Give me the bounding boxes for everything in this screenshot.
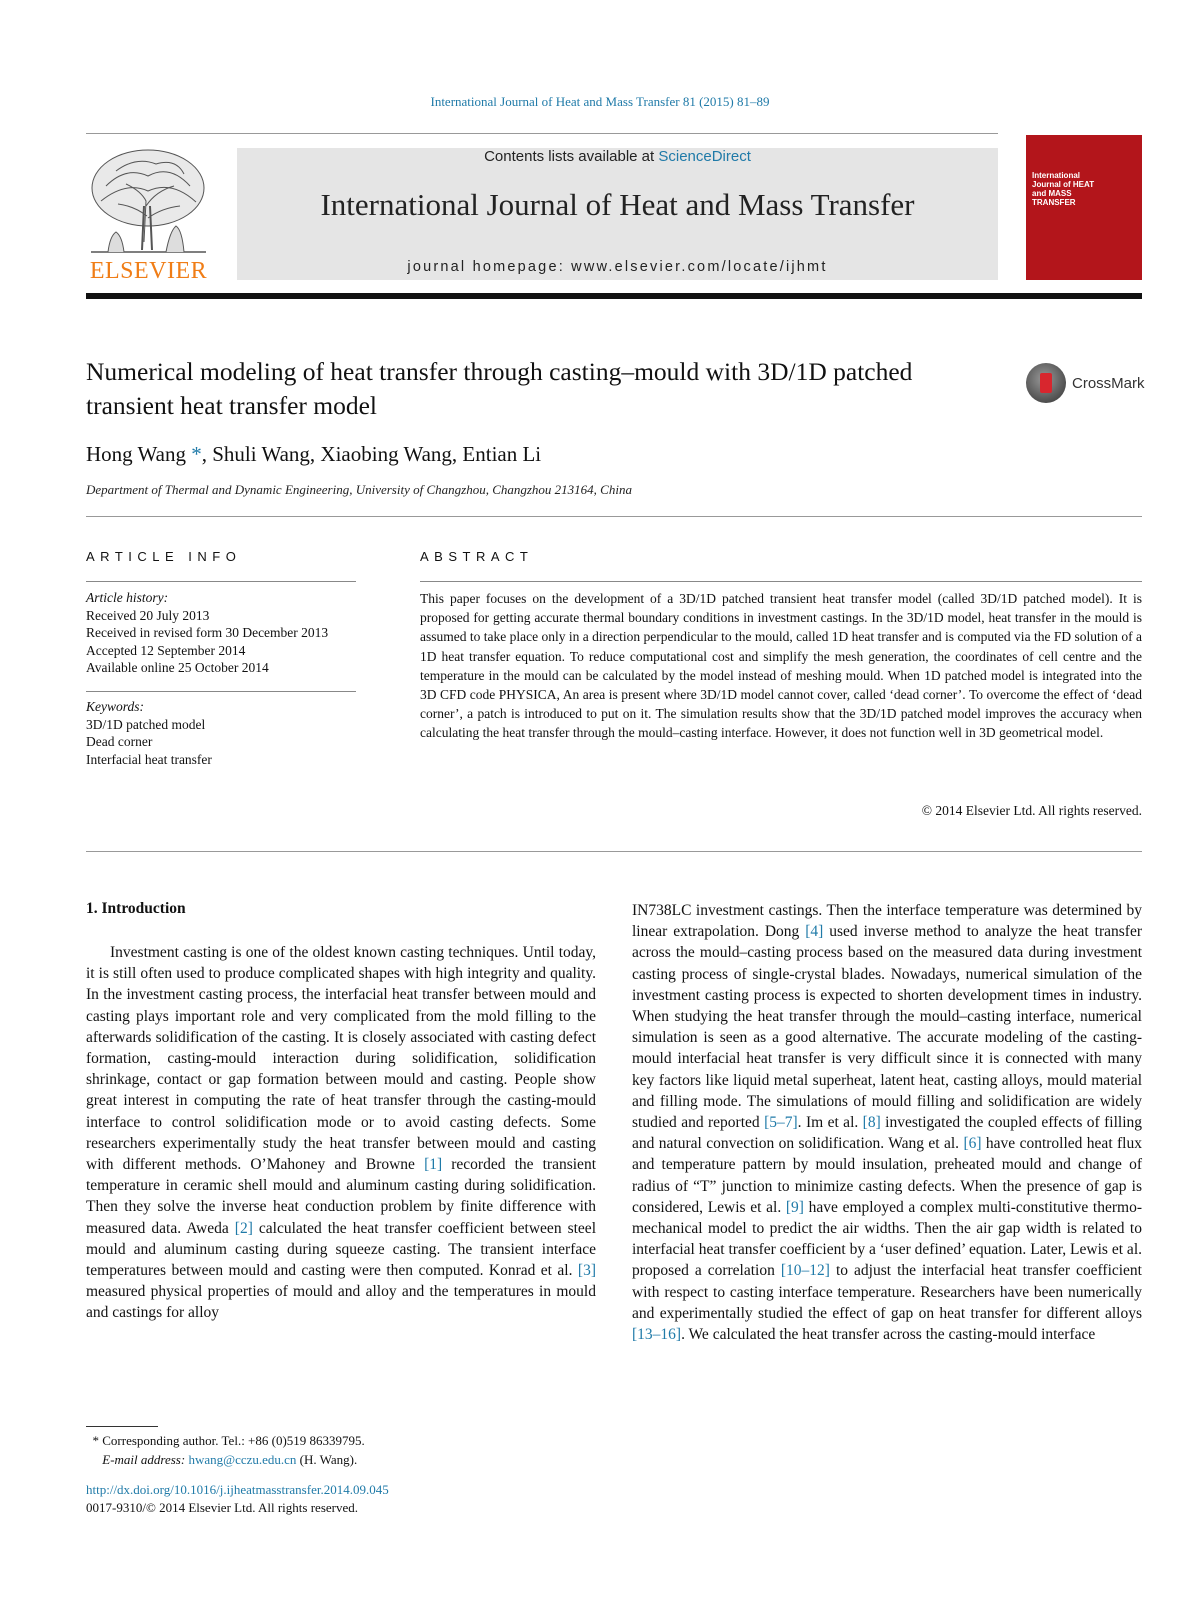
keywords-label: Keywords: (86, 699, 144, 714)
crossmark-icon (1026, 363, 1066, 403)
divider (86, 516, 1142, 517)
citation-link[interactable]: [4] (805, 923, 824, 941)
crossmark-badge[interactable] (1026, 363, 1146, 407)
article-history (86, 589, 328, 677)
footnote (86, 1431, 606, 1469)
keyword-item: Interfacial heat transfer (86, 751, 212, 767)
article-info-heading: ARTICLE INFO (86, 549, 242, 564)
cover-title: International Journal of HEAT and MASS TRANSFER (1032, 171, 1095, 207)
corresponding-author-marker[interactable]: * (191, 442, 202, 466)
journal-title: International Journal of Heat and Mass Transfer (320, 187, 915, 222)
body-text: investigated the coupled effects of filling and natural convection on solidification. Wang et al. (632, 1114, 1142, 1153)
section-heading: 1. Introduction (86, 900, 186, 917)
journal-cover[interactable] (1026, 135, 1142, 280)
citation-link[interactable]: [3] (577, 1262, 596, 1280)
divider (86, 691, 356, 692)
corresponding-author-note: * Corresponding author. Tel.: +86 (0)519 86339795. (92, 1433, 365, 1448)
keyword-item: 3D/1D patched model (86, 716, 206, 732)
contents-line: Contents lists available at ScienceDirect (484, 148, 751, 165)
body-text: have employed a complex multi-constitutive thermo-mechanical model to predict the air widths. Then the air gap width is related to interfacial heat transfer coefficient by a ‘user defined’ equation. Later, Lewis et al. proposed a correlation (632, 1198, 1142, 1280)
article-title: Numerical modeling of heat transfer through casting–mould with 3D/1D patched transient heat transfer model (86, 357, 913, 420)
elsevier-logo (86, 146, 211, 286)
citation-link[interactable]: [2] (234, 1219, 253, 1237)
abstract-copyright: © 2014 Elsevier Ltd. All rights reserved. (921, 803, 1142, 818)
citation-link[interactable]: [10–12] (780, 1262, 830, 1280)
history-item: Received in revised form 30 December 2013 (86, 625, 329, 640)
history-item: Received 20 July 2013 (86, 607, 210, 623)
history-label: Article history: (86, 590, 169, 605)
citation-link[interactable]: [13–16] (632, 1326, 682, 1344)
intro-column-left (86, 942, 596, 1324)
citation-link[interactable]: [8] (862, 1114, 881, 1132)
keywords (86, 698, 212, 768)
footnote-rule (86, 1426, 158, 1427)
body-text: . We calculated the heat transfer across the casting-mould interface (681, 1326, 1096, 1344)
affiliation: Department of Thermal and Dynamic Engineering, University of Changzhou, Changzhou 213164, China (86, 482, 632, 497)
intro-column-right (632, 900, 1142, 1345)
email-note: E-mail address: hwang@cczu.edu.cn (H. Wang). (102, 1452, 358, 1467)
sciencedirect-link[interactable]: ScienceDirect (658, 148, 751, 165)
body-text: . Im et al. (797, 1114, 863, 1132)
header-rule (86, 293, 1142, 299)
history-item: Available online 25 October 2014 (86, 660, 269, 675)
publisher-wordmark: ELSEVIER (89, 258, 208, 284)
divider (420, 581, 1142, 582)
journal-homepage[interactable]: journal homepage: www.elsevier.com/locate/ijhmt (407, 259, 828, 275)
doi-block (86, 1481, 389, 1517)
journal-citation[interactable]: International Journal of Heat and Mass Transfer 81 (2015) 81–89 (430, 94, 770, 109)
author-list (86, 442, 541, 467)
body-text: calculated the heat transfer coefficient between steel mould and aluminum casting during squeeze casting. The transient interface temperatures between mould and casting were then computed. Konrad et al. (86, 1219, 596, 1280)
citation-link[interactable]: [9] (785, 1198, 804, 1216)
body-text: Investment casting is one of the oldest known casting techniques. Until today, it is still often used to produce complicated shapes with high integrity and quality. In the investment casting process, the interfacial heat transfer between mould and casting plays important role and very complicated from the mold filling to the afterwards solidification of the casting. It is closely associated with casting defect formation, casting-mould interaction during solidification, solidification shrinkage, contact or gap formation between mould and casting. People show great interest in computing the rate of heat transfer through the casting-mould interface to control solidification mode or to avoid casting defects. Some researchers experimentally study the heat transfer between mould and casting with different methods. O’Mahoney and Browne (86, 944, 596, 1174)
citation-link[interactable]: [6] (963, 1135, 982, 1153)
body-text: used inverse method to analyze the heat transfer across the mould–casting process based on the measured data during investment casting process of single-crystal blades. Nowadays, numerical simulation of the investment casting process is expected to shorten development times in industry. When studying the heat transfer through the mould–casting interface, numerical simulation is seen as a good alternative. The accurate modeling of the casting-mould interfacial heat transfer is very difficult since it is connected with many key factors like liquid metal superheat, latent heat, casting alloys, mould material and filling mode. The simulations of mould filling and solidification are widely studied and reported (632, 923, 1142, 1132)
author-rest: , Shuli Wang, Xiaobing Wang, Entian Li (201, 442, 542, 466)
history-item: Accepted 12 September 2014 (86, 642, 246, 658)
doi-link[interactable]: http://dx.doi.org/10.1016/j.ijheatmasstransfer.2014.09.045 (86, 1482, 389, 1497)
citation-link[interactable]: [5–7] (764, 1114, 798, 1132)
body-text: to adjust the interfacial heat transfer coefficient with respect to casting interface temperature. Researchers have been numerically and experimentally studied the effect of gap on heat transfer for different alloys (632, 1262, 1142, 1322)
body-text: recorded the transient temperature in ceramic shell mould and aluminum casting during solidification. Then they solve the inverse heat conduction problem by finite difference with measured data. Aweda (86, 1156, 596, 1237)
keyword-item: Dead corner (86, 734, 153, 749)
issn-line: 0017-9310/© 2014 Elsevier Ltd. All rights reserved. (86, 1500, 358, 1515)
crossmark-label: CrossMark (1072, 375, 1145, 392)
email-link[interactable]: hwang@cczu.edu.cn (188, 1452, 297, 1467)
abstract-heading: ABSTRACT (420, 549, 534, 564)
author-first: Hong Wang (86, 442, 186, 466)
divider (86, 133, 998, 134)
divider (86, 581, 356, 582)
abstract-text: This paper focuses on the development of a 3D/1D patched transient heat transfer model (called 3D/1D patched model). It is proposed for getting accurate thermal boundary conditions in investment castings. In the 3D/1D model, heat transfer in the mould is assumed to take place only in a direction perpendicular to the mould, called 1D heat transfer and is computed via the FD solution of a 1D heat transfer equation. To reduce computational cost and simplify the mesh generation, the coordinates of cell centre and the temperature in the mould can be calculated by the model instead of meshing mould. When 1D patched model is integrated into the 3D CFD code PHYSICA, An area is present where 3D/1D model cannot cover, called ‘dead corner’. To overcome the effect of ‘dead corner’, a patch is introduced to put on it. The simulation results show that the 3D/1D patched model improves the accuracy when calculating the heat transfer through the mould–casting interface. However, it does not function well in 3D geometrical model. (420, 591, 1142, 741)
body-text: have controlled heat flux and temperature pattern by mould insulation, preheated mould and change of radius of “T” junction to minimize casting defects. When the presence of gap is considered, Lewis et al. (632, 1135, 1142, 1216)
body-text: measured physical properties of mould and alloy and the temperatures in mould and castings for alloy (86, 1283, 596, 1322)
divider (86, 851, 1142, 852)
tree-icon (86, 146, 211, 258)
body-text: IN738LC investment castings. Then the interface temperature was determined by linear extrapolation. Dong (632, 902, 1142, 941)
journal-masthead (237, 148, 998, 280)
citation-link[interactable]: [1] (424, 1156, 443, 1174)
